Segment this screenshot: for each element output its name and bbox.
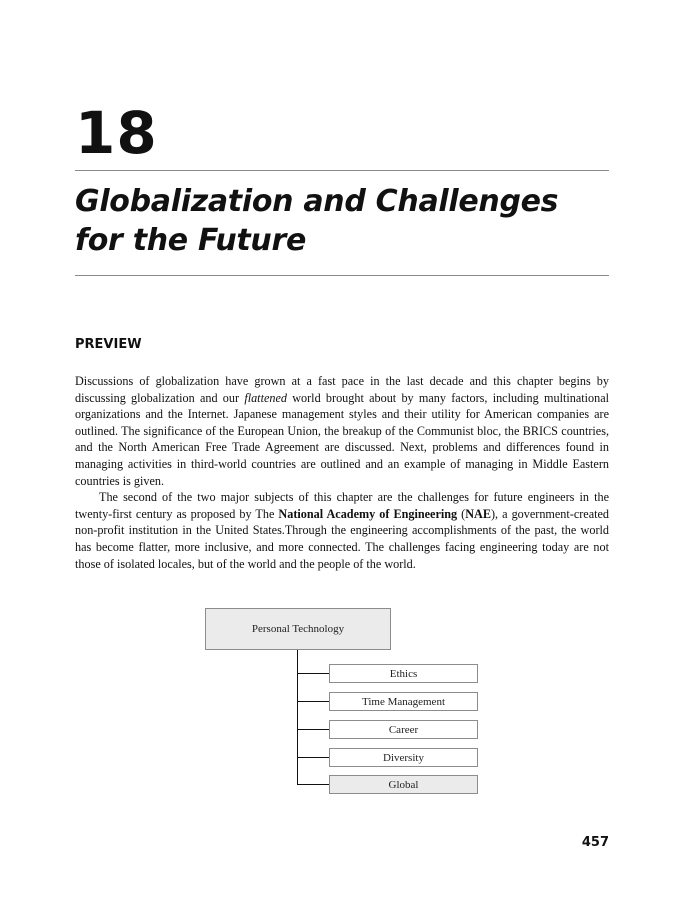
preview-body bbox=[75, 373, 609, 572]
preview-heading: PREVIEW bbox=[75, 337, 142, 352]
preview-paragraph-2 bbox=[75, 489, 609, 572]
chapter-title-line-1: Globalization and Challenges bbox=[75, 184, 559, 219]
title-rule-bottom bbox=[75, 275, 609, 276]
diagram-branch-line bbox=[297, 757, 329, 758]
chapter-number: 18 bbox=[75, 99, 158, 167]
p2-text-b: ( bbox=[457, 506, 466, 521]
p1-text-b: world brought about by many factors, including multinational organizations and the Internet. Japanese management styles and their utility for American companies are outlined. The significance of the European Union, the breakup of the Communist bloc, the BRICS countries, and the North American Free Trade Agreement are discussed. Next, problems and differences found in managing activities in third-world countries are outlined and an example of managing in Middle Eastern countries is given. bbox=[75, 390, 609, 488]
page-number: 457 bbox=[581, 835, 609, 850]
diagram-branch-line bbox=[297, 701, 329, 702]
diagram-node-ethics: Ethics bbox=[329, 664, 478, 683]
diagram-branch-line bbox=[297, 729, 329, 730]
title-rule-top bbox=[75, 170, 609, 171]
p2-abbr: NAE bbox=[465, 506, 491, 521]
p2-text-c: ), a government-created non-profit institution in the United States.Through the engineering accomplishments of the past, the world has become flatter, more inclusive, and more connected. The challenges facing engineering today are not those of isolated locales, but of the world and the people of the world. bbox=[75, 506, 610, 571]
diagram-node-diversity: Diversity bbox=[329, 748, 478, 767]
diagram-node-career: Career bbox=[329, 720, 478, 739]
p2-text-a: The second of the two major subjects of this chapter are the challenges for future engineers in the twenty-first century as proposed by The bbox=[75, 490, 609, 521]
chapter-title-line-2: for the Future bbox=[75, 223, 307, 258]
diagram-node-time-management: Time Management bbox=[329, 692, 478, 711]
diagram-branch-line bbox=[297, 784, 329, 785]
diagram-branch-line bbox=[297, 673, 329, 674]
chapter-title bbox=[75, 182, 609, 260]
p1-emphasis: flattened bbox=[244, 390, 287, 405]
p1-text-a: Discussions of globalization have grown at a fast pace in the last decade and this chapter begins by discussing globalization and our bbox=[75, 374, 609, 405]
diagram-root-box: Personal Technology bbox=[205, 608, 391, 650]
p2-strong: National Academy of Engineering bbox=[278, 506, 458, 521]
diagram-trunk-line bbox=[297, 650, 298, 785]
diagram-node-global: Global bbox=[329, 775, 478, 794]
preview-paragraph-1 bbox=[75, 373, 609, 489]
